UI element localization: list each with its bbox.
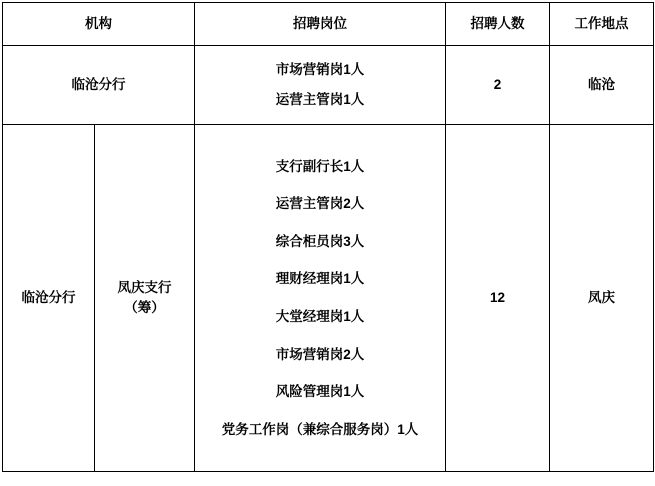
cell-location: 凤庆 bbox=[550, 125, 654, 472]
recruitment-table bbox=[2, 2, 654, 472]
position-item: 党务工作岗（兼综合服务岗）1人 bbox=[221, 421, 419, 437]
table-row bbox=[3, 46, 654, 125]
branch-name: 凤庆支行 bbox=[117, 280, 172, 296]
position-item: 大堂经理岗1人 bbox=[275, 309, 365, 324]
cell-positions bbox=[195, 46, 446, 125]
table-header bbox=[3, 3, 654, 46]
position-list bbox=[197, 55, 443, 114]
document-page bbox=[0, 2, 655, 486]
cell-location: 临沧 bbox=[550, 46, 654, 125]
position-item: 理财经理岗1人 bbox=[275, 271, 365, 287]
branch-status: （筹） bbox=[124, 300, 165, 315]
cell-organization: 临沧分行 bbox=[3, 46, 195, 125]
position-item: 运营主管岗1人 bbox=[275, 92, 365, 107]
cell-count: 2 bbox=[446, 46, 550, 125]
cell-organization: 临沧分行 bbox=[3, 125, 95, 472]
header-count: 招聘人数 bbox=[446, 3, 550, 46]
cell-positions bbox=[195, 125, 446, 472]
position-item: 市场营销岗1人 bbox=[275, 62, 365, 78]
position-item: 风险管理岗1人 bbox=[275, 384, 365, 400]
table-row bbox=[3, 125, 654, 472]
header-organization: 机构 bbox=[3, 3, 195, 46]
header-location: 工作地点 bbox=[550, 3, 654, 46]
table-header-row bbox=[3, 3, 654, 46]
cell-count: 12 bbox=[446, 125, 550, 472]
position-item: 综合柜员岗3人 bbox=[275, 233, 365, 249]
header-position: 招聘岗位 bbox=[195, 3, 446, 46]
position-item: 支行副行长1人 bbox=[275, 158, 365, 174]
cell-branch bbox=[95, 125, 195, 472]
position-item: 运营主管岗2人 bbox=[275, 196, 365, 212]
position-list bbox=[197, 148, 443, 449]
position-item: 市场营销岗2人 bbox=[275, 346, 365, 362]
table-body bbox=[3, 46, 654, 472]
